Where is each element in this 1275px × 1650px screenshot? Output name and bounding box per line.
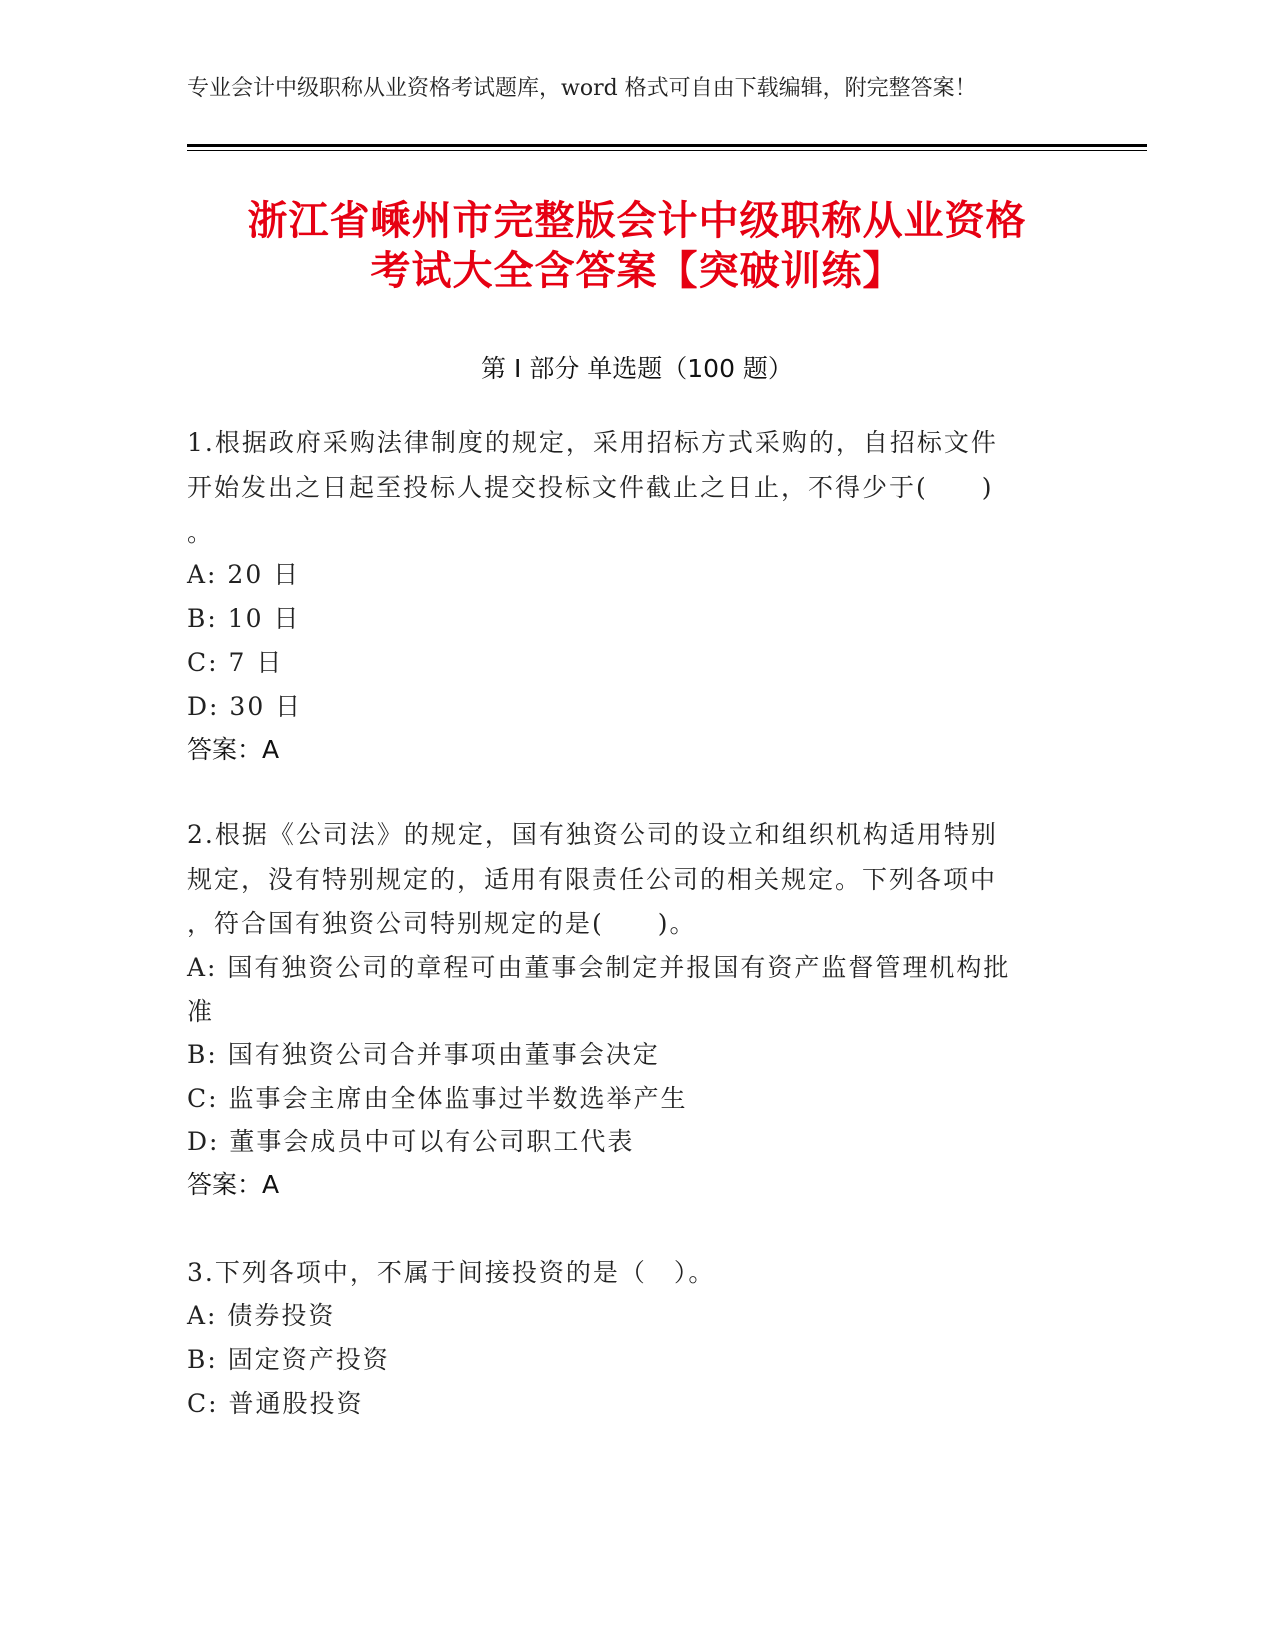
document-title	[187, 196, 1087, 296]
question-2-option-c: C: 监事会主席由全体监事过半数选举产生	[187, 1084, 688, 1113]
question-3-option-b: B: 固定资产投资	[187, 1345, 390, 1374]
question-2-stem-line-2: 规定，没有特别规定的，适用有限责任公司的相关规定。下列各项中	[187, 865, 998, 894]
question-1-stem-line-3: 。	[187, 518, 215, 547]
question-1-option-c: C: 7 日	[187, 648, 284, 677]
question-2-option-a-line-1: A: 国有独资公司的章程可由董事会制定并报国有资产监督管理机构批	[187, 953, 1011, 982]
question-1-option-d: D: 30 日	[187, 692, 303, 721]
question-2-answer: 答案：A	[187, 1170, 280, 1199]
document-title-line-2: 考试大全含答案【突破训练】	[370, 248, 904, 294]
question-3-option-a: A: 债券投资	[187, 1301, 336, 1330]
header-rule-thick	[187, 144, 1147, 147]
question-1-stem-line-1: 1.根据政府采购法律制度的规定，采用招标方式采购的，自招标文件	[187, 428, 998, 457]
question-2-option-b: B: 国有独资公司合并事项由董事会决定	[187, 1040, 660, 1069]
header-note: 专业会计中级职称从业资格考试题库，word 格式可自由下载编辑，附完整答案！	[187, 76, 977, 101]
question-2-stem-line-1: 2.根据《公司法》的规定，国有独资公司的设立和组织机构适用特别	[187, 820, 998, 849]
header-rule-thin	[187, 150, 1147, 151]
question-3-stem-line-1: 3.下列各项中，不属于间接投资的是（ ）。	[187, 1258, 716, 1287]
document-title-line-1: 浙江省嵊州市完整版会计中级职称从业资格	[247, 198, 1027, 244]
question-1-answer: 答案：A	[187, 735, 280, 764]
question-1-stem-line-2: 开始发出之日起至投标人提交投标文件截止之日止，不得少于( )	[187, 473, 994, 502]
question-1-option-a: A: 20 日	[187, 560, 301, 589]
question-1-option-b: B: 10 日	[187, 604, 301, 633]
question-2-option-d: D: 董事会成员中可以有公司职工代表	[187, 1127, 635, 1156]
question-2-stem-line-3: ，符合国有独资公司特别规定的是( )。	[187, 909, 697, 938]
section-title: 第 I 部分 单选题（100 题）	[481, 354, 793, 383]
question-2-option-a-line-2: 准	[187, 997, 215, 1026]
question-3-option-c: C: 普通股投资	[187, 1389, 364, 1418]
